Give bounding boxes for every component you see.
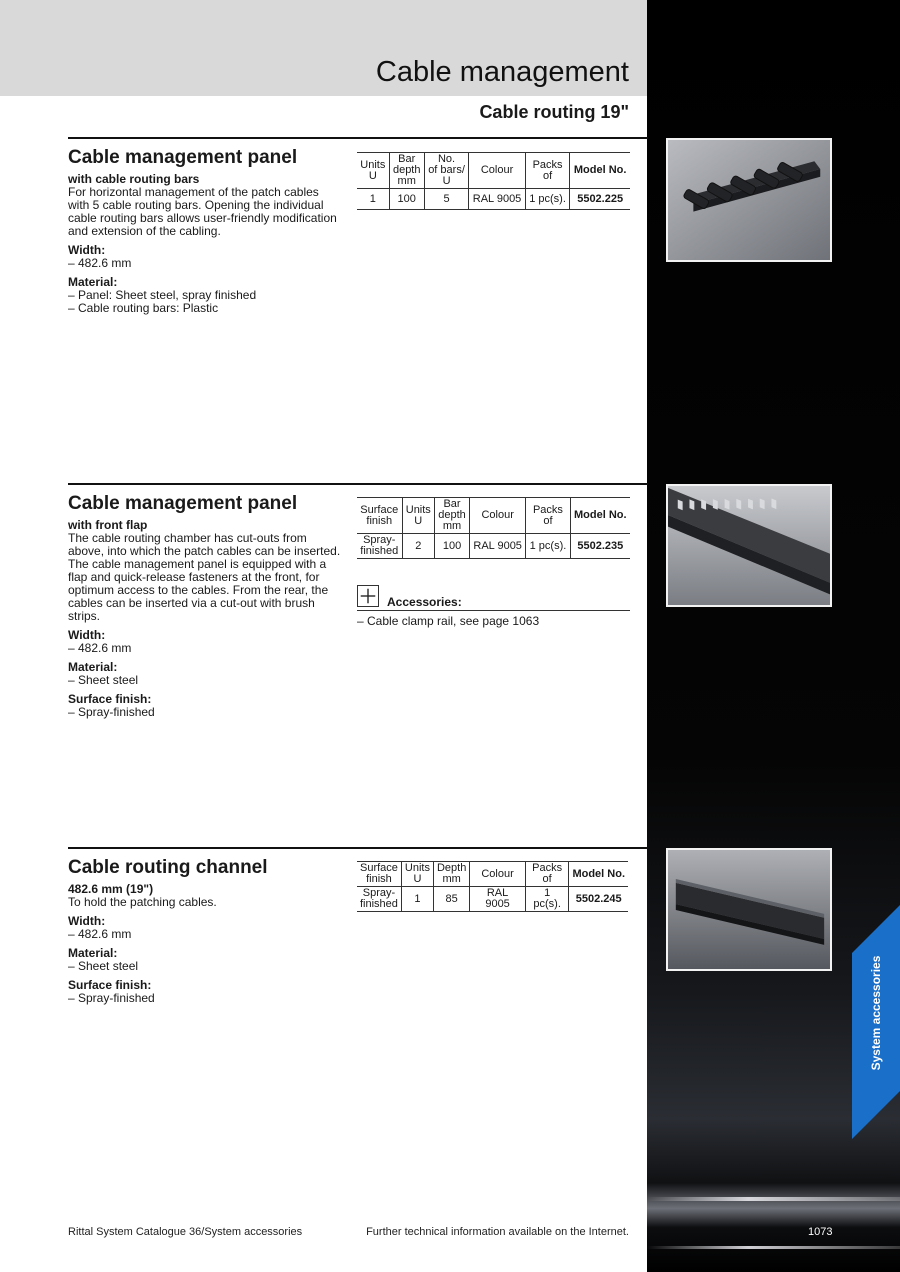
panel-light-streak — [647, 1197, 900, 1201]
product-photo-routing-channel — [666, 848, 832, 971]
col-header: No. of bars/ U — [424, 153, 468, 189]
table-row — [357, 534, 630, 559]
model-number: 5502.245 — [569, 887, 628, 912]
material-item: – Panel: Sheet steel, spray finished — [68, 288, 257, 302]
width-label: Width: — [68, 914, 106, 928]
width-value: – 482.6 mm — [68, 641, 132, 655]
col-header: Bar depth mm — [389, 153, 424, 189]
product-cable-routing-channel — [68, 857, 343, 1005]
product-cable-management-panel-bars — [68, 147, 343, 315]
page-title: Cable management — [375, 56, 629, 88]
cell: 1 — [369, 192, 376, 205]
page-number: 1073 — [808, 1226, 833, 1238]
width-value: – 482.6 mm — [68, 256, 132, 270]
footer-catalogue: Rittal System Catalogue 36/System accessories — [68, 1226, 303, 1238]
cell: 2 — [402, 534, 435, 559]
table-row — [357, 189, 630, 210]
routing-channel-illustration — [668, 850, 830, 969]
product-description: For horizontal management of the patch cables with 5 cable routing bars. Opening the individual cable routing bars allows user-friendly modification and extension of the cabling. — [68, 185, 337, 238]
cell: 1 pc(s). — [525, 189, 569, 210]
section-divider — [68, 483, 648, 485]
col-header: Surface finish — [360, 503, 399, 527]
table-row — [357, 887, 628, 912]
material-item: – Sheet steel — [68, 673, 139, 687]
col-header: Surface finish — [360, 862, 398, 885]
surface-finish-label: Surface finish: — [68, 692, 152, 706]
cell: RAL 9005 — [469, 189, 526, 210]
col-header-model: Model No. — [570, 153, 630, 189]
product-subtitle: with cable routing bars — [68, 172, 200, 186]
panel-light-streak-lower — [647, 1246, 900, 1249]
accessories-label: Accessories: — [387, 595, 462, 609]
col-header: Colour — [470, 498, 526, 534]
product-subtitle: 482.6 mm (19") — [68, 882, 154, 896]
surface-finish-value: – Spray-finished — [68, 991, 155, 1005]
material-label: Material: — [68, 275, 118, 289]
col-header: Packs of — [525, 153, 569, 189]
spec-table-5502-225 — [357, 152, 630, 210]
product-title: Cable management panel — [68, 493, 298, 514]
cell: 85 — [433, 887, 469, 912]
col-header: Packs of — [525, 862, 569, 887]
material-label: Material: — [68, 660, 118, 674]
product-description: To hold the patching cables. — [68, 895, 217, 909]
cell: 100 — [389, 189, 424, 210]
col-header: Colour — [469, 153, 526, 189]
material-item: – Sheet steel — [68, 959, 139, 973]
col-header: Units U — [360, 158, 386, 182]
footer-info: Further technical information available on the Internet. — [366, 1226, 629, 1238]
col-header: Packs of — [526, 498, 570, 534]
width-label: Width: — [68, 628, 106, 642]
col-header: Colour — [470, 862, 525, 887]
product-description: The cable routing chamber has cut-outs from above, into which the patch cables can be inserted. The cable management panel is equipped with a flap and quick-release fasteners at the front, for optimum access to the cables. From the rear, the cables can be inserted via a cut-out with brush strips. — [68, 531, 341, 623]
col-header-model: Model No. — [570, 498, 630, 534]
spec-table-5502-245 — [357, 861, 628, 912]
product-title: Cable management panel — [68, 147, 298, 168]
cell: 1 — [401, 887, 433, 912]
accessories-divider — [357, 610, 630, 611]
section-divider — [68, 137, 648, 139]
cell: 5 — [424, 189, 468, 210]
cell: 1 pc(s). — [526, 534, 570, 559]
front-flap-panel-illustration — [668, 486, 830, 605]
product-photo-front-flap — [666, 484, 832, 607]
section-tab-label: System accessories — [869, 955, 883, 1071]
col-header: Bar depth mm — [435, 498, 470, 534]
col-header: Depth mm — [433, 862, 469, 887]
cell: 1 pc(s). — [525, 887, 569, 912]
plus-box-icon — [357, 585, 379, 607]
cable-bars-panel-illustration — [668, 140, 830, 260]
material-label: Material: — [68, 946, 118, 960]
cell: RAL 9005 — [470, 534, 526, 559]
section-divider — [68, 847, 648, 849]
cell: Spray- finished — [360, 534, 399, 557]
spec-table-5502-235 — [357, 497, 630, 559]
cell: RAL 9005 — [470, 887, 525, 912]
material-item: – Cable routing bars: Plastic — [68, 301, 219, 315]
product-cable-management-panel-flap — [68, 493, 343, 719]
model-number: 5502.225 — [570, 189, 630, 210]
col-header: Units U — [401, 862, 433, 887]
col-header-model: Model No. — [569, 862, 628, 887]
cell: Spray- finished — [360, 887, 398, 910]
product-subtitle: with front flap — [68, 518, 148, 532]
accessory-item: – Cable clamp rail, see page 1063 — [357, 614, 540, 628]
col-header: Units U — [402, 498, 435, 534]
width-label: Width: — [68, 243, 106, 257]
product-title: Cable routing channel — [68, 857, 268, 878]
model-number: 5502.235 — [570, 534, 630, 559]
surface-finish-label: Surface finish: — [68, 978, 152, 992]
cell: 100 — [435, 534, 470, 559]
page-subtitle: Cable routing 19" — [479, 102, 629, 122]
surface-finish-value: – Spray-finished — [68, 705, 155, 719]
width-value: – 482.6 mm — [68, 927, 132, 941]
product-photo-cable-routing-bars — [666, 138, 832, 262]
